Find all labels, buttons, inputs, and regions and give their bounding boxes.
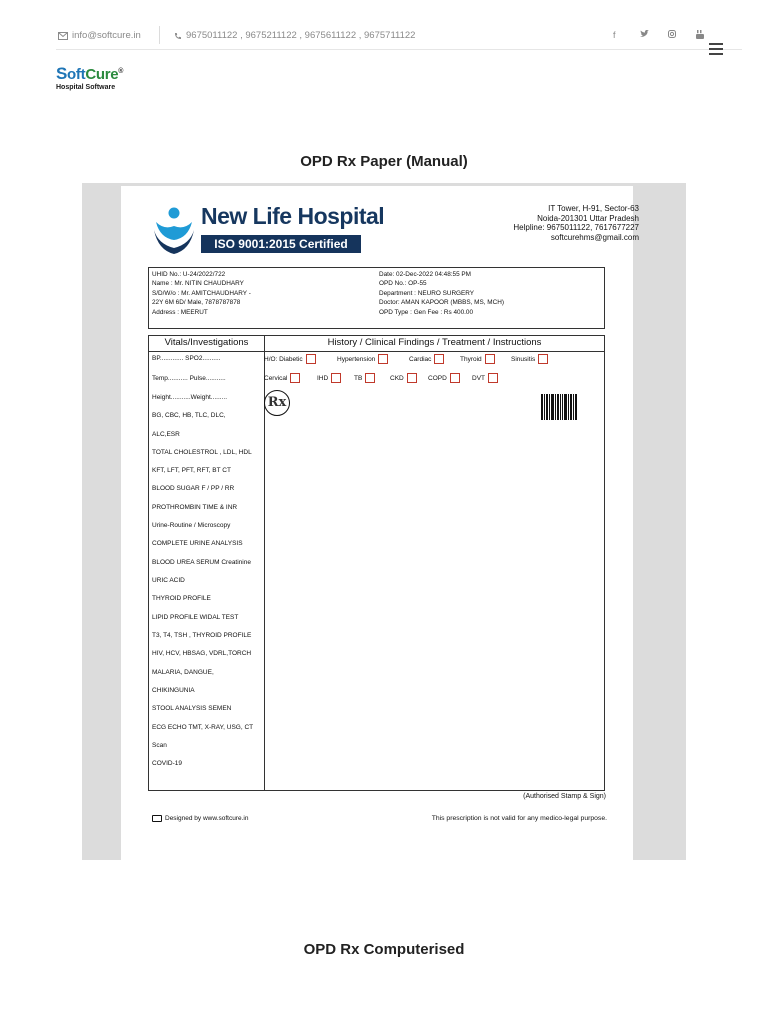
phone-icon [174, 32, 182, 40]
vital-item: BLOOD UREA SERUM Creatinine [152, 559, 251, 566]
vital-item: T3, T4, TSH , THYROID PROFILE [152, 632, 252, 639]
vital-item: THYROID PROFILE [152, 595, 211, 602]
vital-item: Temp........... Pulse........... [152, 375, 226, 382]
iso-badge: ISO 9001:2015 Certified [201, 235, 361, 253]
checkbox-icon [488, 373, 498, 383]
patient-details-left: UHID No.: U-24/2022/722 Name : Mr. NITIN CHAUDHARY S/D/W/o : Mr. AMITCHAUDHARY - 22Y 6M 6D/ Male, 7878787878 Address : MEERUT [152, 271, 251, 316]
vital-item: STOOL ANALYSIS SEMEN [152, 705, 232, 712]
monitor-icon [152, 815, 162, 822]
checkbox-icon [538, 354, 548, 364]
softcure-logo[interactable]: SoftCure® Hospital Software [56, 64, 146, 92]
history-diabetic: H/O: Diabetic [264, 354, 316, 364]
twitter-icon[interactable] [640, 30, 649, 40]
history-copd: COPD [428, 373, 460, 383]
vital-item: BP............. SPO2.......... [152, 355, 221, 362]
vital-item: BG, CBC, HB, TLC, DLC, [152, 412, 226, 419]
vital-item: HIV, HCV, HBSAG, VDRL,TORCH [152, 650, 252, 657]
vital-item: LIPID PROFILE WIDAL TEST [152, 614, 239, 621]
top-contact-bar [56, 24, 742, 50]
phone-contact[interactable] [174, 30, 415, 41]
history-header: History / Clinical Findings / Treatment / Instructions [327, 337, 542, 348]
vital-item: BLOOD SUGAR F / PP / RR [152, 485, 235, 492]
patient-details-right: Date: 02-Dec-2022 04:48:55 PM OPD No.: OP-55 Department : NEURO SURGERY Doctor: AMAN KAPOOR (MBBS, MS, MCH) OPD Type : Gen Fee : Rs 400.00 [379, 271, 504, 316]
rx-symbol-icon: Rx [264, 390, 290, 416]
topbar-divider [159, 26, 160, 44]
legal-disclaimer: This prescription is not valid for any medico-legal purpose. [431, 815, 607, 822]
envelope-icon [58, 32, 68, 40]
history-tb: TB [354, 373, 375, 383]
barcode-icon [541, 394, 580, 420]
vital-item: PROTHROMBIN TIME & INR [152, 504, 238, 511]
vital-item: Height...........Weight......... [152, 394, 228, 401]
history-thyroid: Thyroid [460, 354, 495, 364]
youtube-icon[interactable] [696, 30, 704, 41]
vitals-header: Vitals/Investigations [164, 337, 249, 348]
vital-item: Scan [152, 742, 167, 749]
checkbox-icon [378, 354, 388, 364]
vital-item: CHIKINGUNIA [152, 687, 195, 694]
vital-item: ALC,ESR [152, 431, 180, 438]
vital-item: ECG ECHO TMT, X-RAY, USG, CT [152, 724, 254, 731]
instagram-icon[interactable] [668, 30, 676, 40]
email-text[interactable]: info@softcure.in [72, 30, 141, 41]
checkbox-icon [365, 373, 375, 383]
history-dvt: DVT [472, 373, 498, 383]
history-sinusitis: Sinusitis [511, 354, 548, 364]
facebook-icon[interactable]: f [613, 30, 616, 40]
vital-item: TOTAL CHOLESTROL , LDL, HDL [152, 449, 252, 456]
history-cervical: Cervical [264, 373, 300, 383]
checkbox-icon [407, 373, 417, 383]
hospital-logo-icon [152, 204, 196, 256]
vital-item: Urine-Routine / Microscopy [152, 522, 231, 529]
checkbox-icon [331, 373, 341, 383]
menu-hamburger-icon[interactable] [709, 43, 723, 55]
history-hypertension: Hypertension [337, 354, 388, 364]
vital-item: COMPLETE URINE ANALYSIS [152, 540, 243, 547]
history-ckd: CKD [390, 373, 417, 383]
authorised-stamp-label: (Authorised Stamp & Sign) [523, 793, 606, 800]
phone-numbers[interactable]: 9675011122 , 9675211122 , 9675611122 , 9675711122 [186, 30, 416, 41]
vital-item: URIC ACID [152, 577, 185, 584]
history-cardiac: Cardiac [409, 354, 444, 364]
vital-item: MALARIA, DANGUE, [152, 669, 214, 676]
checkbox-icon [306, 354, 316, 364]
vital-item: COVID-19 [152, 760, 182, 767]
history-ihd: IHD [317, 373, 341, 383]
checkbox-icon [434, 354, 444, 364]
patient-info-box [148, 267, 605, 329]
checkbox-icon [485, 354, 495, 364]
logo-tagline: Hospital Software [56, 84, 116, 91]
designed-by: Designed by www.softcure.in [152, 815, 248, 822]
section-title-computerised: OPD Rx Computerised [303, 941, 465, 958]
email-contact[interactable] [58, 30, 141, 41]
hospital-name: New Life Hospital [201, 203, 385, 229]
hospital-address: IT Tower, H-91, Sector-63 Noida-201301 Uttar Pradesh Helpline: 9675011122, 7617677227 softcurehms@gmail.com [513, 204, 639, 242]
checkbox-icon [450, 373, 460, 383]
checkbox-icon [290, 373, 300, 383]
section-title-manual: OPD Rx Paper (Manual) [300, 153, 468, 170]
vital-item: KFT, LFT, PFT, RFT, BT CT [152, 467, 231, 474]
